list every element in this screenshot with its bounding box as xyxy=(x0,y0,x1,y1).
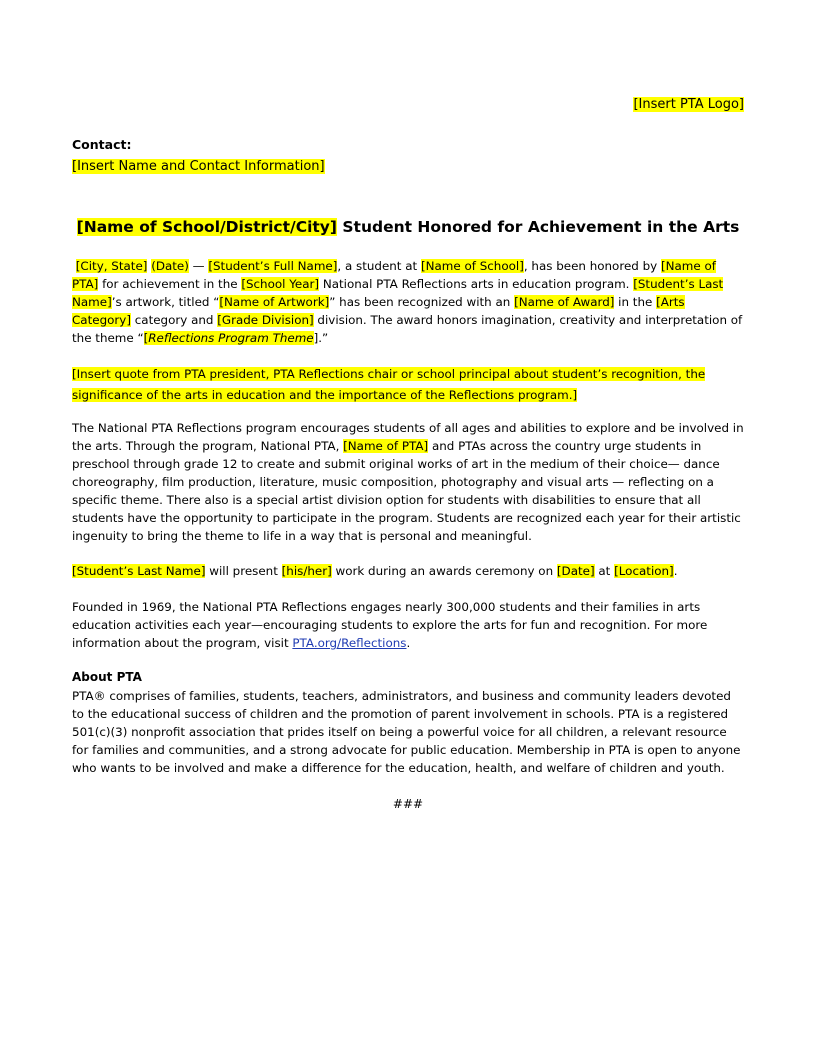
student-last-name-placeholder: [Student’s Last Name] xyxy=(72,277,724,309)
school-name-placeholder: [Name of School] xyxy=(420,259,524,273)
artwork-name-placeholder: [Name of Artwork] xyxy=(219,295,330,309)
date-placeholder: (Date) xyxy=(151,259,189,273)
reflections-link[interactable]: PTA.org/Reflections xyxy=(292,636,407,650)
headline-text: Student Honored for Achievement in the Arts xyxy=(336,218,740,236)
pta-name-placeholder: [Name of PTA] xyxy=(72,259,716,291)
ceremony-date-placeholder: [Date] xyxy=(556,564,595,578)
founded-paragraph: Founded in 1969, the National PTA Reflections engages nearly 300,000 students and their families in arts education activities each year—encouraging students to explore the arts for fun and recognition. For more information about the program, visit PTA.org/Reflections. xyxy=(72,600,708,650)
ceremony-paragraph: [Student’s Last Name] will present [his/her] work during an awards ceremony on [Date] at [Location]. xyxy=(72,564,678,578)
city-state-placeholder: [City, State] xyxy=(75,259,148,273)
theme-placeholder: [Reflections Program Theme xyxy=(143,331,314,345)
grade-division-placeholder: [Grade Division] xyxy=(217,313,314,327)
student-full-name-placeholder: [Student’s Full Name] xyxy=(208,259,338,273)
about-paragraph: PTA® comprises of families, students, teachers, administrators, and business and community leaders devoted to the educational success of children and the promotion of parent involvement in schools. PTA is a registered 501(c)(3) nonprofit association that prides itself on being a powerful voice for all children, a relevant resource for families and communities, and a strong advocate for public education. Membership in PTA is open to anyone who wants to be involved and make a difference for the education, health, and welfare of children and youth. xyxy=(72,689,741,775)
quote-placeholder: [Insert quote from PTA president, PTA Reflections chair or school principal about student’s recognition, the significance of the arts in education and the importance of the Reflections program.] xyxy=(72,367,706,402)
award-name-placeholder: [Name of Award] xyxy=(514,295,615,309)
headline-placeholder: [Name of School/District/City] xyxy=(76,218,337,236)
program-paragraph: The National PTA Reflections program encourages students of all ages and abilities to explore and be involved in the arts. Through the program, National PTA, [Name of PTA] and PTAs across the country urge students in preschool through grade 12 to create and submit original works of art in the medium of their choice— dance choreography, film production, literature, music composition, photography and visual arts — reflecting on a specific theme. There also is a special artist division option for students with disabilities to ensure that all students have the opportunity to participate in the program. Students are recognized each year for their artistic ingenuity to bring the theme to life in a way that is personal and meaningful. xyxy=(72,421,744,543)
contact-label: Contact: xyxy=(72,137,132,152)
pronoun-placeholder: [his/her] xyxy=(281,564,332,578)
location-placeholder: [Location] xyxy=(614,564,674,578)
end-mark: ### xyxy=(392,797,424,811)
arts-category-placeholder: [Arts Category] xyxy=(72,295,685,327)
school-year-placeholder: [School Year] xyxy=(241,277,320,291)
intro-paragraph: [City, State] (Date) — [Student’s Full Name], a student at [Name of School], has been honored by [Name of PTA] for achievement in the [School Year] National PTA Reflections arts in education program. [Student’s Last Name]’s artwork, titled “[Name of Artwork]” has been recognized with an [Name of Award] in the [Arts Category] category and [Grade Division] division. The award honors imagination, creativity and interpretation of the theme “[Reflections Program Theme].” xyxy=(72,259,743,345)
about-heading: About PTA xyxy=(72,670,142,684)
pta-name-placeholder: [Name of PTA] xyxy=(343,439,429,453)
student-last-name-placeholder: [Student’s Last Name] xyxy=(72,564,206,578)
contact-info: [Insert Name and Contact Information] xyxy=(72,159,325,174)
headline xyxy=(72,216,744,238)
logo-placeholder: [Insert PTA Logo] xyxy=(633,97,744,112)
